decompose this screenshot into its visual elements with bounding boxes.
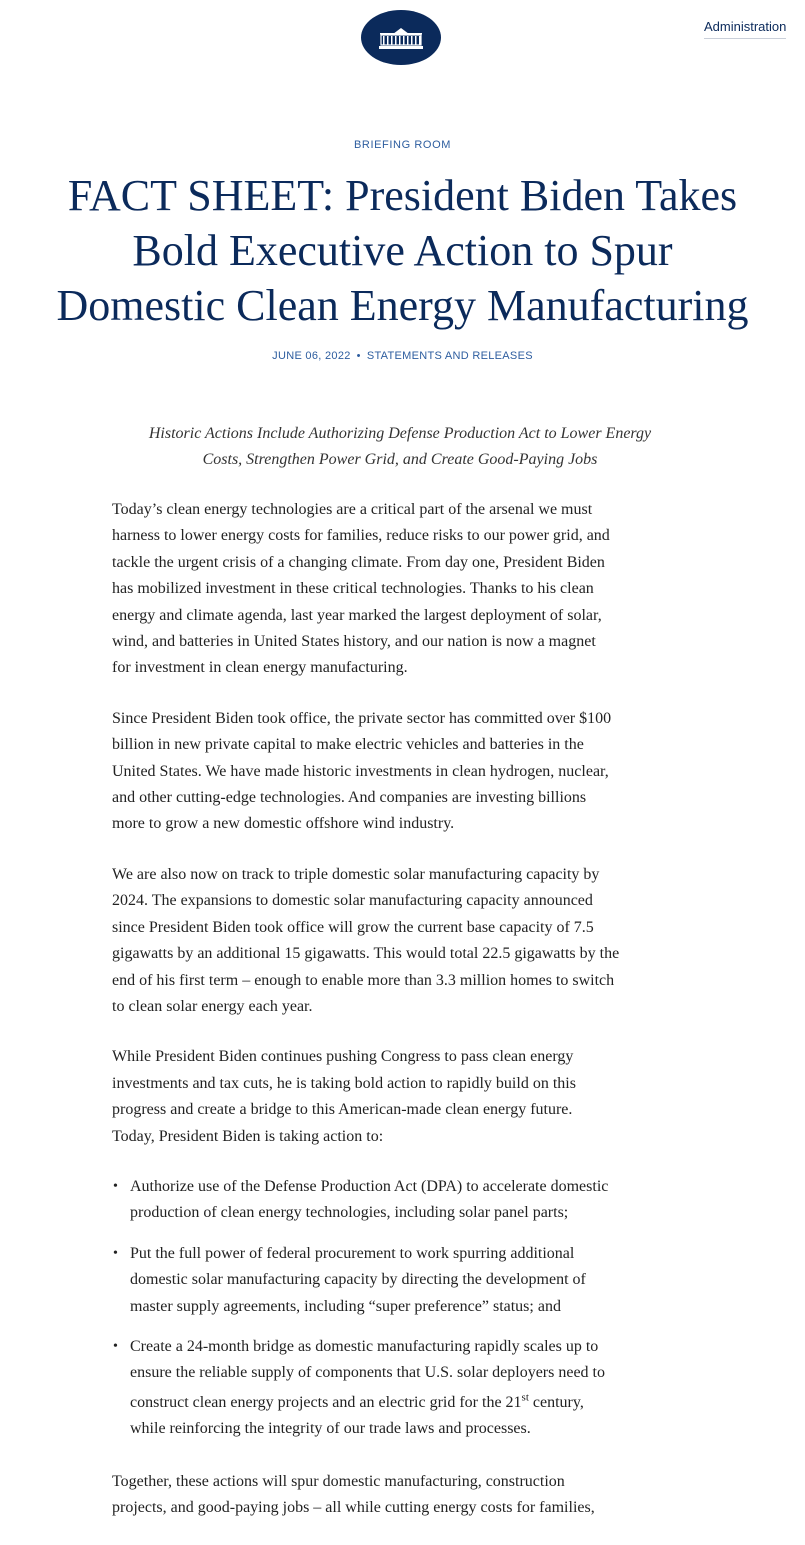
text-line: United States. We have made historic investments in clean hydrogen, nuclear, bbox=[112, 762, 609, 780]
article-body bbox=[112, 497, 702, 1545]
text-line: Authorize use of the Defense Production Act (DPA) to accelerate domestic bbox=[130, 1177, 609, 1195]
paragraph bbox=[112, 1469, 702, 1522]
text-line: gigawatts by an additional 15 gigawatts. This would total 22.5 gigawatts by the bbox=[112, 945, 620, 963]
action-list bbox=[112, 1174, 702, 1443]
text-line: investments and tax cuts, he is taking bold action to rapidly build on this bbox=[112, 1074, 576, 1092]
white-house-seal-icon[interactable] bbox=[361, 10, 441, 65]
paragraph bbox=[112, 706, 702, 838]
top-bar bbox=[0, 0, 805, 80]
list-item bbox=[113, 1241, 702, 1320]
publish-date: JUNE 06, 2022 bbox=[272, 350, 351, 362]
text-line: Today’s clean energy technologies are a critical part of the arsenal we must bbox=[112, 501, 593, 518]
text-line: wind, and batteries in United States history, and our nation is now a magnet bbox=[112, 633, 596, 651]
text-line: progress and create a bridge to this American-made clean energy future. bbox=[112, 1101, 573, 1119]
text-line bbox=[130, 1390, 702, 1416]
bullet-icon: • bbox=[113, 1245, 118, 1261]
text-line: Since President Biden took office, the private sector has committed over $100 bbox=[112, 709, 612, 727]
title-line: FACT SHEET: President Biden Takes bbox=[67, 171, 738, 220]
briefing-room-kicker[interactable]: BRIEFING ROOM bbox=[353, 139, 452, 151]
text-line: production of clean energy technologies, including solar panel parts; bbox=[130, 1204, 569, 1222]
paragraph bbox=[112, 497, 702, 682]
text-line: to clean solar energy each year. bbox=[112, 997, 313, 1015]
article-meta bbox=[0, 350, 805, 362]
bullet-icon: • bbox=[113, 1178, 118, 1194]
text-line: billion in new private capital to make electric vehicles and batteries in the bbox=[112, 736, 584, 754]
text-line: tackle the urgent crisis of a changing climate. From day one, President Biden bbox=[112, 553, 605, 571]
text-line: since President Biden took office will grow the current base capacity of 7.5 bbox=[112, 918, 594, 936]
text-line: more to grow a new domestic offshore wind industry. bbox=[112, 815, 455, 833]
text-line: While President Biden continues pushing Congress to pass clean energy bbox=[112, 1048, 574, 1066]
bullet-icon: • bbox=[113, 1338, 118, 1354]
white-house-building-icon bbox=[377, 25, 425, 51]
text-line: harness to lower energy costs for families, reduce risks to our power grid, and bbox=[112, 527, 610, 545]
text-line: domestic solar manufacturing capacity by directing the development of bbox=[130, 1271, 586, 1289]
text-line: ensure the reliable supply of components that U.S. solar deployers need to bbox=[130, 1364, 605, 1382]
article-subtitle bbox=[112, 421, 688, 473]
paragraph bbox=[112, 1044, 702, 1150]
text-line: master supply agreements, including “super preference” status; and bbox=[130, 1297, 561, 1315]
text-fragment: construct clean energy projects and an electric grid for the 21 bbox=[130, 1393, 522, 1411]
text-line: Today, President Biden is taking action to: bbox=[112, 1127, 384, 1145]
list-item bbox=[113, 1334, 702, 1443]
text-line: We are also now on track to triple domestic solar manufacturing capacity by bbox=[112, 865, 600, 883]
title-line: Bold Executive Action to Spur bbox=[132, 226, 673, 275]
list-item bbox=[113, 1174, 702, 1227]
text-line: Create a 24-month bridge as domestic manufacturing rapidly scales up to bbox=[130, 1337, 599, 1355]
category-link[interactable]: STATEMENTS AND RELEASES bbox=[366, 350, 533, 362]
text-line: projects, and good-paying jobs – all while cutting energy costs for families, bbox=[112, 1499, 595, 1516]
text-line: and other cutting-edge technologies. And companies are investing billions bbox=[112, 789, 587, 807]
superscript: st bbox=[521, 1391, 529, 1404]
text-line: Put the full power of federal procurement to work spurring additional bbox=[130, 1244, 575, 1262]
subtitle-line: Historic Actions Include Authorizing Defense Production Act to Lower Energy bbox=[148, 425, 652, 442]
text-line: for investment in clean energy manufacturing. bbox=[112, 659, 408, 677]
text-fragment: century, bbox=[528, 1393, 584, 1411]
text-line: while reinforcing the integrity of our trade laws and processes. bbox=[130, 1420, 531, 1438]
text-line: 2024. The expansions to domestic solar manufacturing capacity announced bbox=[112, 892, 593, 910]
subtitle-line: Costs, Strengthen Power Grid, and Create Good-Paying Jobs bbox=[202, 451, 598, 468]
title-line: Domestic Clean Energy Manufacturing bbox=[56, 281, 749, 330]
text-line: energy and climate agenda, last year marked the largest deployment of solar, bbox=[112, 606, 602, 624]
text-line: Together, these actions will spur domestic manufacturing, construction bbox=[112, 1472, 565, 1490]
meta-separator: • bbox=[356, 350, 361, 362]
text-line: end of his first term – enough to enable more than 3.3 million homes to switch bbox=[112, 971, 615, 989]
administration-link[interactable]: Administration bbox=[704, 19, 786, 39]
paragraph bbox=[112, 862, 702, 1020]
text-line: has mobilized investment in these critical technologies. Thanks to his clean bbox=[112, 580, 594, 598]
page-title bbox=[0, 168, 805, 333]
